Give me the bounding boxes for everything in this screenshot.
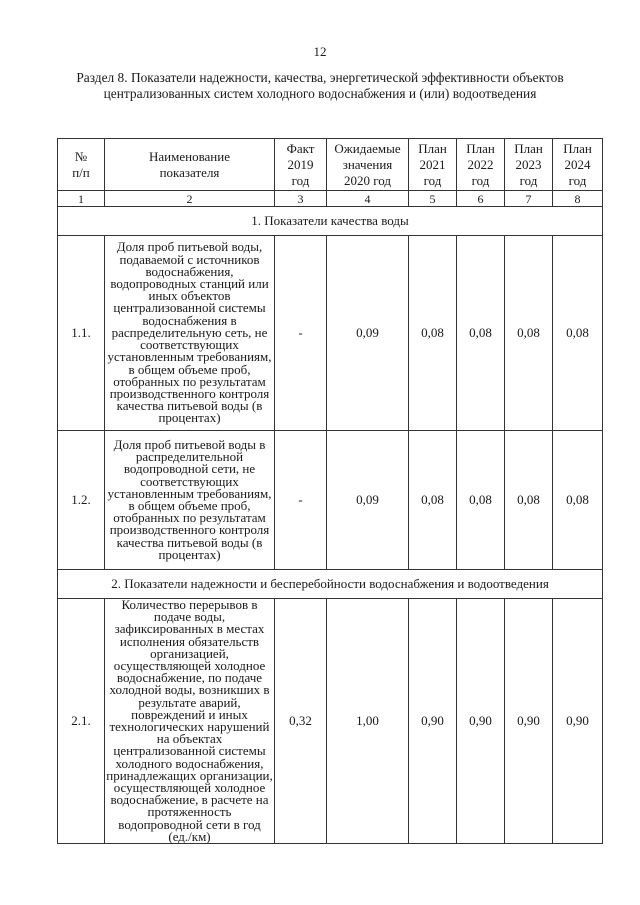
value-plan-2021: 0,08	[409, 236, 457, 431]
header-expected-2020: Ожидаемые значения 2020 год	[327, 139, 409, 191]
table-row	[58, 236, 603, 431]
header-plan-2023: План 2023 год	[505, 139, 553, 191]
value-fact-2019: 0,32	[275, 599, 327, 844]
section-heading: 2. Показатели надежности и бесперебойности водоснабжения и водоотведения	[58, 570, 603, 599]
indicator-name: Количество перерывов в подаче воды, зафиксированных в местах исполнения обязательств организацией, осуществляющей холодное водоснабжение, по подаче холодной воды, возникших в результате аварий, повреждений и иных технологических нарушений на объектах централизованной системы холодного водоснабжения, принадлежащих организации, осуществляющей холодное водоснабжение, в расчете на протяженность водопроводной сети в год (ед./км)	[106, 597, 273, 844]
table-row	[58, 599, 603, 844]
header-name: Наименование показателя	[105, 139, 275, 191]
header-plan-2021: План 2021 год	[409, 139, 457, 191]
header-fact-2019: Факт 2019 год	[275, 139, 327, 191]
value-fact-2019: -	[275, 236, 327, 431]
header-row	[58, 139, 603, 191]
column-number: 7	[505, 191, 553, 207]
column-number: 3	[275, 191, 327, 207]
indicator-name: Доля проб питьевой воды в распределительной водопроводной сети, не соответствующих установленным требованиям, в общем объеме проб, отобранных по результатам производственного контроля качества питьевой воды (в процентах)	[105, 431, 275, 570]
value-plan-2023: 0,08	[505, 236, 553, 431]
section-row	[58, 207, 603, 236]
value-expected-2020: 1,00	[327, 599, 409, 844]
column-number: 2	[105, 191, 275, 207]
row-number: 2.1.	[58, 599, 105, 844]
table-row	[58, 431, 603, 570]
value-plan-2023: 0,90	[505, 599, 553, 844]
value-plan-2023: 0,08	[505, 431, 553, 570]
value-plan-2022: 0,90	[457, 599, 505, 844]
value-plan-2022: 0,08	[457, 431, 505, 570]
page-number: 12	[313, 44, 327, 59]
column-number: 1	[58, 191, 105, 207]
indicators-table	[57, 138, 603, 844]
value-plan-2024: 0,08	[553, 236, 603, 431]
value-plan-2021: 0,90	[409, 599, 457, 844]
header-plan-2022: План 2022 год	[457, 139, 505, 191]
value-plan-2024: 0,90	[553, 599, 603, 844]
row-number: 1.2.	[58, 431, 105, 570]
section-title: Раздел 8. Показатели надежности, качества, энергетической эффективности объектов централизованных систем холодного водоснабжения и (или) водоотведения	[76, 70, 564, 101]
value-fact-2019: -	[275, 431, 327, 570]
column-number: 4	[327, 191, 409, 207]
section-row	[58, 570, 603, 599]
section-heading: 1. Показатели качества воды	[58, 207, 603, 236]
value-plan-2021: 0,08	[409, 431, 457, 570]
row-number: 1.1.	[58, 236, 105, 431]
header-num: № п/п	[58, 139, 105, 191]
value-plan-2022: 0,08	[457, 236, 505, 431]
value-plan-2024: 0,08	[553, 431, 603, 570]
value-expected-2020: 0,09	[327, 236, 409, 431]
value-expected-2020: 0,09	[327, 431, 409, 570]
column-number: 5	[409, 191, 457, 207]
column-number-row	[58, 191, 603, 207]
header-plan-2024: План 2024 год	[553, 139, 603, 191]
column-number: 6	[457, 191, 505, 207]
column-number: 8	[553, 191, 603, 207]
indicator-name: Доля проб питьевой воды, подаваемой с источников водоснабжения, водопроводных станций или иных объектов централизованной системы водоснабжения в распределительную сеть, не соответствующих установленным требованиям, в общем объеме проб, отобранных по результатам производственного контроля качества питьевой воды (в процентах)	[105, 236, 275, 431]
